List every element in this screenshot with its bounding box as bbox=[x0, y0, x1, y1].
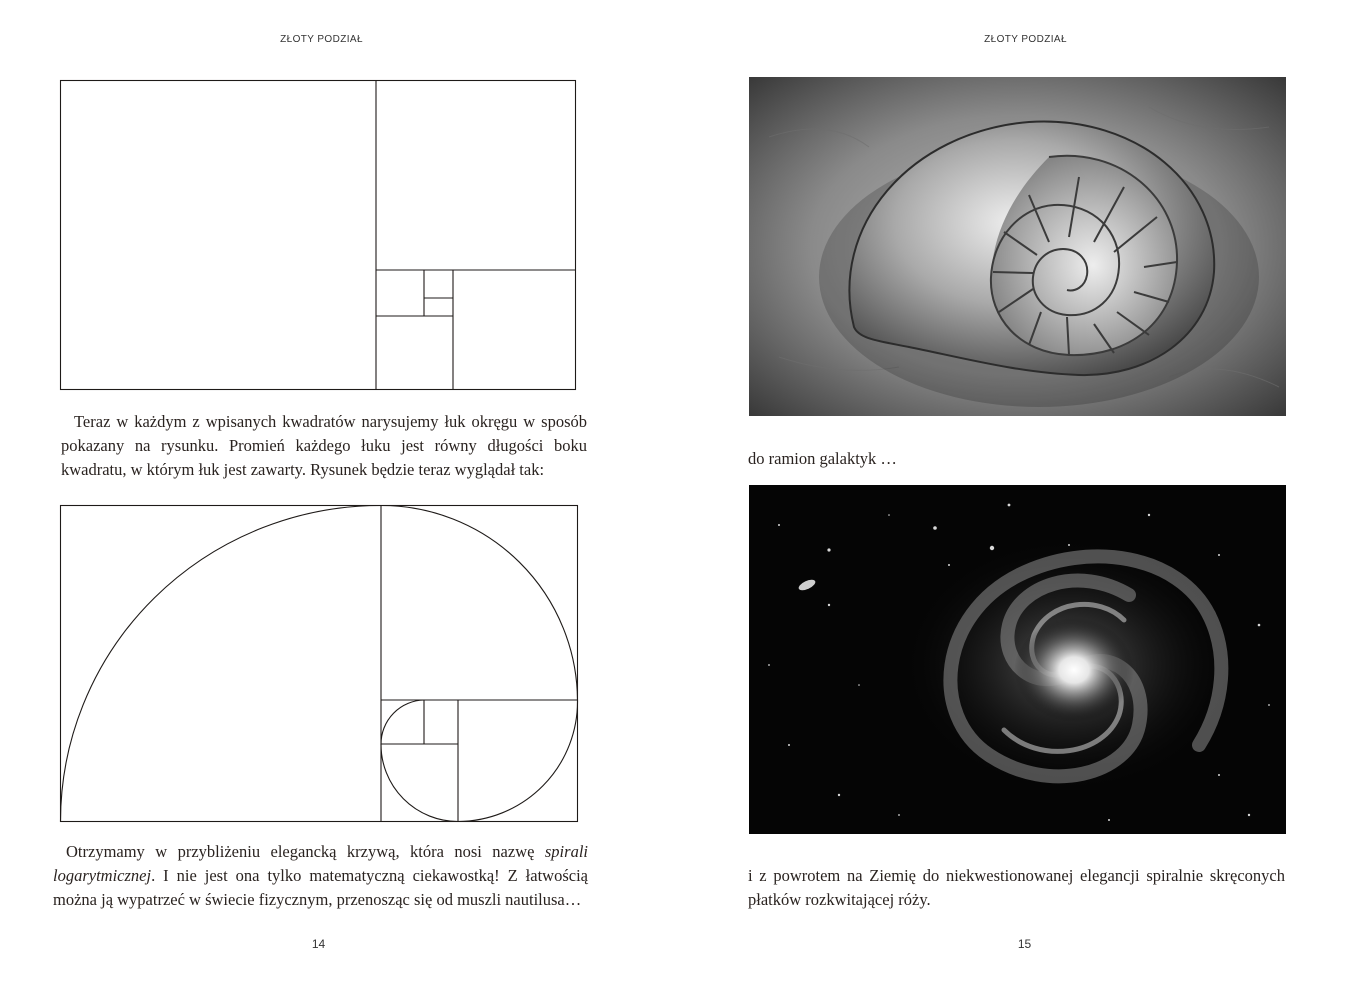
golden-spiral-figure bbox=[58, 503, 582, 826]
caption-galaxy: do ramion galaktyk … bbox=[748, 449, 897, 468]
left-page bbox=[0, 0, 679, 986]
term-logarithmic-spiral: spirali logarytmicznej bbox=[53, 842, 588, 885]
right-page bbox=[680, 0, 1359, 986]
golden-rectangle-figure bbox=[58, 78, 580, 394]
running-head: ZŁOTY PODZIAŁ bbox=[984, 34, 1067, 45]
paragraph-text-end: . I nie jest ona tylko matematyczną ciekawostką! Z łatwością można ją wypatrzeć w świecie fizycznym, przenosząc się od muszli nautilusa… bbox=[53, 866, 588, 909]
paragraph-rose: i z powrotem na Ziemię do niekwestionowanej elegancji spiralnie skręconych płatków rozkwitającej róży. bbox=[748, 866, 1285, 909]
paragraph-log-spiral bbox=[53, 840, 588, 912]
page-number: 14 bbox=[311, 937, 326, 951]
running-head: ZŁOTY PODZIAŁ bbox=[280, 34, 363, 45]
spiral-curve bbox=[61, 505, 578, 821]
paragraph-arcs-instruction: Teraz w każdym z wpisanych kwadratów narysujemy łuk okręgu w sposób pokazany na rysunku. Promień każdego łuku jest równy długości boku kwadratu, w którym łuk jest zawarty. Rysunek będzie teraz wyglądał tak: bbox=[61, 412, 587, 479]
paragraph-text-start: Otrzymamy w przybliżeniu elegancką krzywą, która nosi nazwę bbox=[66, 842, 545, 861]
galaxy-photo bbox=[749, 485, 1286, 834]
nautilus-photo bbox=[749, 77, 1286, 416]
page-number: 15 bbox=[1017, 937, 1032, 951]
